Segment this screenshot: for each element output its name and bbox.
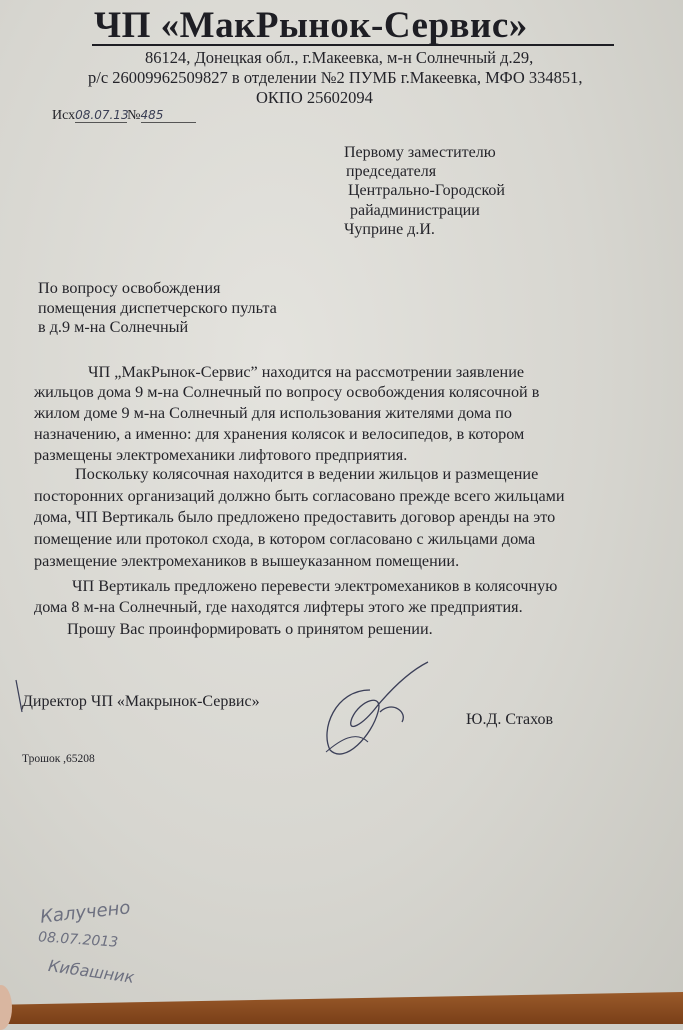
body-line: жилом доме 9 м-на Солнечный для использования жителями дома по xyxy=(34,404,512,422)
company-bank-details: р/с 26009962509827 в отделении №2 ПУМБ г.Макеевка, МФО 334851, xyxy=(88,68,583,87)
signature-name: Ю.Д. Стахов xyxy=(466,711,554,728)
body-line: дома, ЧП Вертикаль было предложено предоставить договор аренды на это xyxy=(34,508,556,526)
body-line: размещение электромехаников в вышеуказанном помещении. xyxy=(34,552,460,570)
addressee-line: райадминистрации xyxy=(350,202,480,219)
outgoing-date: 08.07.13 xyxy=(75,108,129,122)
body-line: посторонних организаций должно быть согласовано прежде всего жильцами xyxy=(34,487,565,505)
signature-title: Директор ЧП «Макрынок-Сервис» xyxy=(22,693,260,710)
body-line: ЧП Вертикаль предложено перевести электромехаников в колясочную xyxy=(72,577,558,595)
outgoing-prefix: Исх xyxy=(52,108,76,123)
outgoing-number-value: 485 xyxy=(141,108,196,123)
body-line: Поскольку колясочная находится в ведении жильцов и размещение xyxy=(75,465,539,483)
body-line: ЧП „МакРынок-Сервис” находится на рассмотрении заявление xyxy=(88,363,525,381)
handwritten-signature: Кибашник xyxy=(47,956,136,987)
addressee-line: Чуприне д.И. xyxy=(344,221,435,238)
body-line: размещены электромеханики лифтового предприятия. xyxy=(34,446,408,464)
executor-info: Трошок ,65208 xyxy=(22,753,95,765)
company-okpo: ОКПО 25602094 xyxy=(256,88,373,107)
subject-line: помещения диспетчерского пульта xyxy=(38,299,277,317)
body-line: назначению, а именно: для хранения колясок и велосипедов, в котором xyxy=(34,425,525,443)
addressee-line: председателя xyxy=(346,163,437,180)
company-address: 86124, Донецкая обл., г.Макеевка, м-н Солнечный д.29, xyxy=(145,48,534,67)
body-line: Прошу Вас проинформировать о принятом решении. xyxy=(67,620,433,638)
company-name: ЧП «МакРынок-Сервис» xyxy=(94,5,528,46)
subject-line: По вопросу освобождения xyxy=(38,279,221,297)
handwritten-received: Калучено xyxy=(39,897,132,928)
body-line: помещение или протокол схода, в котором согласовано с жильцами дома xyxy=(34,530,536,548)
addressee-line: Центрально-Городской xyxy=(348,182,505,199)
outgoing-number-label: № xyxy=(127,108,141,123)
subject-line: в д.9 м-на Солнечный xyxy=(38,318,189,336)
body-line: дома 8 м-на Солнечный, где находятся лифтеры этого же предприятия. xyxy=(34,598,523,616)
addressee-line: Первому заместителю xyxy=(344,144,496,161)
body-line: жильцов дома 9 м-на Солнечный по вопросу освобождения колясочной в xyxy=(34,383,540,401)
handwritten-date: 08.07.2013 xyxy=(37,929,119,951)
